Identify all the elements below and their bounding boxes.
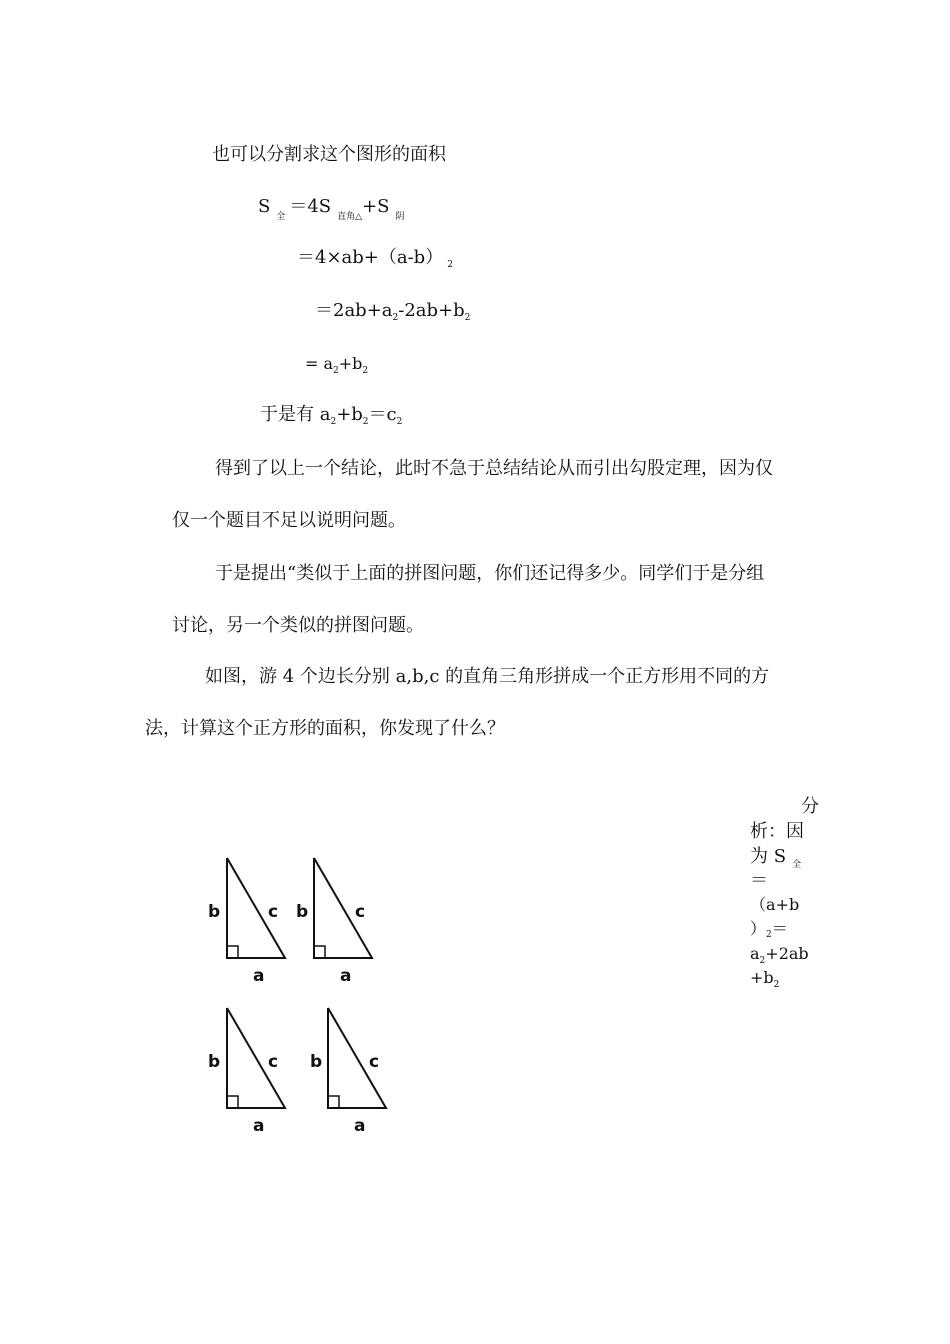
line3-sup1: 2 xyxy=(392,313,399,323)
line5-sup3: 2 xyxy=(396,417,403,427)
side-l7b: +2ab xyxy=(765,944,809,963)
sub-right-triangle: 直角△ xyxy=(337,212,363,222)
side-l6b: ＝ xyxy=(771,919,788,938)
side-l8a: +b xyxy=(750,968,774,987)
formula-line-5 xyxy=(260,404,402,429)
para3-line2: 法，计算这个正方形的面积，你发现了什么？ xyxy=(145,718,505,739)
intro-line: 也可以分割求这个图形的面积 xyxy=(212,144,446,165)
side-l6 xyxy=(750,918,788,943)
line5-p2: +b xyxy=(336,404,363,425)
right-triangle-1 xyxy=(200,850,300,990)
para1-line2: 仅一个题目不足以说明问题。 xyxy=(172,510,406,531)
side-l7 xyxy=(750,943,809,968)
sub-quan: 全 xyxy=(276,212,286,222)
formula-plus: +S xyxy=(362,196,390,217)
side-l7a: a xyxy=(750,944,760,963)
para2-line1: 于是提出“类似于上面的拼图问题，你们还记得多少。同学们于是分组 xyxy=(215,563,765,584)
side-l8 xyxy=(750,967,779,992)
side-c-label: c xyxy=(355,902,366,922)
side-c-label: c xyxy=(268,1052,279,1072)
line4-p2: +b xyxy=(338,354,363,373)
line4-sup2: 2 xyxy=(362,366,369,376)
side-l6sup: 2 xyxy=(766,930,772,940)
side-a-label: a xyxy=(253,966,265,986)
side-b-label: b xyxy=(208,1052,221,1072)
side-l7sup: 2 xyxy=(759,956,766,966)
line3-p1: ＝2ab+a xyxy=(315,300,393,321)
side-l3a: 为 S xyxy=(750,846,787,867)
right-triangle-3 xyxy=(200,1000,300,1140)
side-a-label: a xyxy=(354,1116,366,1136)
side-b-label: b xyxy=(310,1052,323,1072)
line5-sup1: 2 xyxy=(330,417,337,427)
side-l2: 析：因 xyxy=(750,821,804,842)
formula-line-3 xyxy=(315,300,470,325)
line5-sup2: 2 xyxy=(362,417,369,427)
formula-s: S xyxy=(258,196,271,217)
side-l3 xyxy=(750,846,801,871)
side-c-label: c xyxy=(268,902,279,922)
para1-line1: 得到了以上一个结论，此时不急于总结结论从而引出勾股定理，因为仅 xyxy=(215,458,773,479)
para3-line1: 如图，游 4 个边长分别 a,b,c 的直角三角形拼成一个正方形用不同的方 xyxy=(205,666,770,687)
formula-line-4 xyxy=(305,353,368,378)
formula-eq: ＝4S xyxy=(289,196,332,217)
line5-p1: 于是有 a xyxy=(260,404,331,425)
side-l1: 分 xyxy=(801,796,819,817)
line5-p3: ＝c xyxy=(368,404,397,425)
right-triangle-2 xyxy=(287,850,387,990)
para2-line2: 讨论，另一个类似的拼图问题。 xyxy=(172,615,424,636)
side-b-label: b xyxy=(296,902,309,922)
side-l6a: ） xyxy=(750,919,767,938)
side-a-label: a xyxy=(340,966,352,986)
sub-shade: 阴 xyxy=(395,212,405,222)
formula-line-1 xyxy=(258,196,405,221)
side-a-label: a xyxy=(253,1116,265,1136)
line2-text: ＝4×ab+（a-b） xyxy=(297,247,444,268)
line4-p1: = a xyxy=(305,354,334,373)
side-c-label: c xyxy=(369,1052,380,1072)
side-l5: （a+b xyxy=(750,895,800,914)
line4-sup1: 2 xyxy=(333,366,339,376)
side-b-label: b xyxy=(208,902,221,922)
line2-sup: 2 xyxy=(447,260,453,270)
right-triangle-4 xyxy=(301,1000,401,1140)
side-l3sub: 全 xyxy=(792,860,802,870)
line3-p2: -2ab+b xyxy=(398,300,465,321)
side-l4: ＝ xyxy=(750,870,768,891)
formula-line-2 xyxy=(297,247,453,272)
line3-sup2: 2 xyxy=(464,313,471,323)
side-l8sup: 2 xyxy=(773,980,780,990)
